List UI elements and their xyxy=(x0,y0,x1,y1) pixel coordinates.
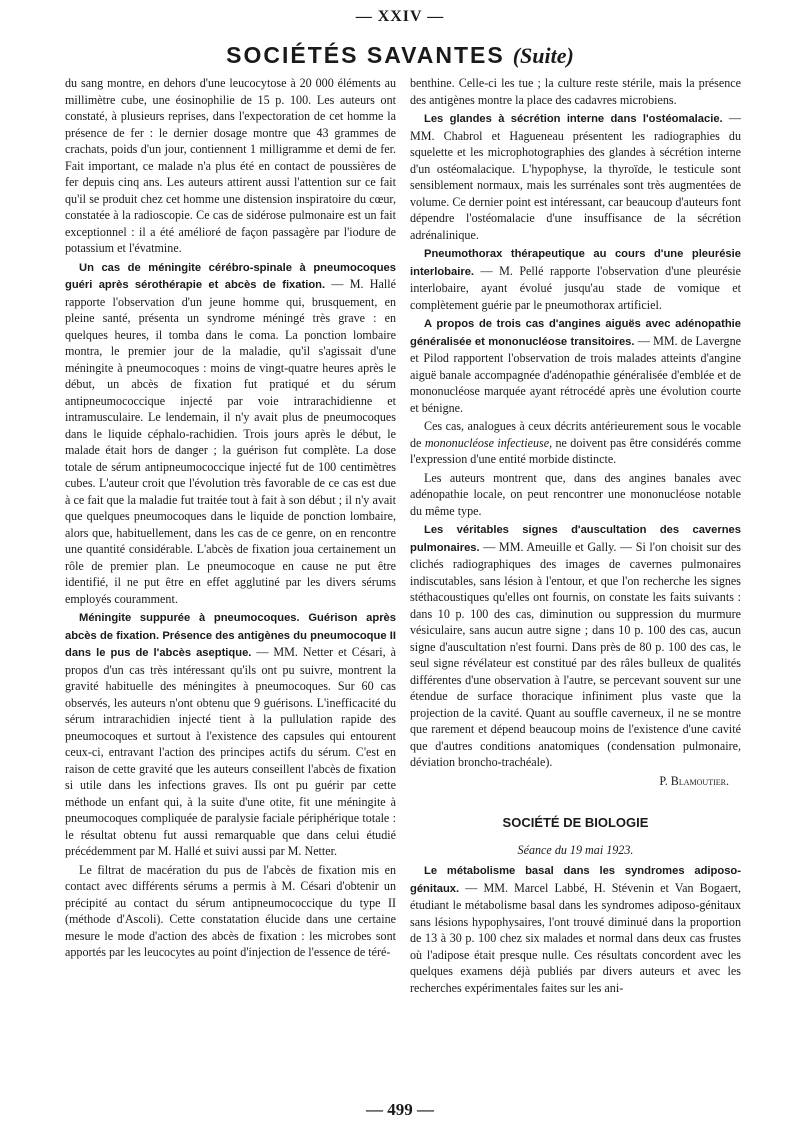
article-body: — MM. Ameuille et Gally. — Si l'on choisit sur des clichés radiographiques des images de cavernes pulmonaires indiscutables, sans lésion à l'entour, et que l'on recherche les signes stéthacoustiques qu'elles ont fournis, on constate les faits suivants : dans 10 p. 100 des cas, diminution ou suppression du murmure vésiculaire, sans aucun autre signe ; dans 10 p. 100 des cas, aucun signe d'auscultation n'est fourni. Dans près de 80 p. 100 des cas, le seul signe révélateur est constitué par des râles bulleux de qualités différentes d'une observation à l'autre, se percevant souvent sur une étendue de surface thoracique infiniment plus vaste que la projection de la cavité. Quant au souffle caverneux, il ne se montre que rarement et dépend beaucoup moins de l'existence d'une cavité que d'autres conditions anatomiques (condensation pulmonaire, déviation broncho-trachéale). xyxy=(410,539,741,769)
right-article-osteomalacie xyxy=(410,110,741,243)
article-heading: Les véritables signes d'auscultation des cavernes pulmonaires. xyxy=(410,524,741,554)
article-heading: Un cas de méningite cérébro-spinale à pneumocoques guéri après sérothérapie et abcès de fixation. xyxy=(65,261,396,291)
left-column xyxy=(65,75,396,963)
session-date: Séance du 19 mai 1923. xyxy=(517,842,634,857)
section-title-biologie: SOCIÉTÉ DE BIOLOGIE xyxy=(502,815,649,830)
article-heading: A propos de trois cas d'angines aiguës avec adénopathie généralisée et mononucléose transitoires. xyxy=(410,318,741,348)
article-body: — MM. Marcel Labbé, H. Stévenin et Van Bogaert, étudiant le métabolisme basal dans les syndromes adiposo-génitaux sans lésions hypophysaires, l'ont trouvé diminué dans la proportion de 13 à 30 p. 100 chez six malades et normal dans deux cas frustes où l'adipose était presque nulle. Ces résultats concordent avec les quelques examens déjà publiés par divers auteurs et avec les recherches expérimentales faites sur les ani- xyxy=(410,880,741,995)
title-text: SOCIÉTÉS SAVANTES xyxy=(226,42,505,68)
article-heading: Pneumothorax thérapeutique au cours d'une pleurésie interlobaire. xyxy=(410,248,741,278)
author-signature: P. Blamoutier. xyxy=(659,773,729,788)
right-article-pneumothorax xyxy=(410,245,741,313)
text: , ne doivent pas être considérés comme l'expression d'une entité morbide distincte. xyxy=(410,435,741,466)
text: Ces cas, analogues à ceux décrits antérieurement sous le vocable de xyxy=(410,419,741,450)
right-column xyxy=(410,75,741,998)
page-title xyxy=(0,42,800,69)
article-heading: Le métabolisme basal dans les syndromes adiposo-génitaux. xyxy=(410,865,741,895)
right-paragraph-adenopathie: Les auteurs montrent que, dans des angines banales avec adénopathie locale, on peut rencontrer une mononucléose notable du même type. xyxy=(410,470,741,518)
article-heading: Méningite suppurée à pneumocoques. Guérison après abcès de fixation. Présence des antigènes du pneumocoque II dans le pus de l'abcès aseptique. xyxy=(65,612,396,659)
page-roman-number: — XXIV — xyxy=(355,8,445,25)
article-body: — MM. Chabrol et Hagueneau présentent les radiographies du squelette et les microphotographies des glandes à sécrétion interne d'un ostéomalacique. L'hypophyse, la thyroïde, le testicule sont sensiblement normaux, mais les surrénales sont très augmentées de volume. Ce dernier point est intéressant, car beaucoup d'auteurs font dépendre l'ostéomalacie d'une insuffisance de la sécrétion adrénalinique. xyxy=(410,111,741,242)
italic-term: mononucléose infectieuse xyxy=(424,435,550,450)
article-body: — M. Pellé rapporte l'observation d'une pleurésie interlobaire, ayant évolué jusqu'au stade de vomique et complètement guérie par le pneumothorax artificiel. xyxy=(410,263,741,312)
title-suite: (Suite) xyxy=(512,43,574,68)
page-number: — 499 — xyxy=(366,1100,434,1119)
right-paragraph-mononucleose xyxy=(410,418,741,468)
right-article-cavernes xyxy=(410,521,741,771)
article-body: — M. Hallé rapporte l'observation d'un jeune homme qui, brusquement, en pleine santé, présenta un syndrome méningé très grave : en quelques heures, il tomba dans le coma. La ponction lombaire montra, le premier jour de la maladie, qu'il s'agissait d'une méningite à pneumocoques : moins de vingt-quatre heures après le début, un abcès de fixation fut pratiqué et du sérum antipneumococcique injecté par voie intrarachidienne et intramusculaire. Le lendemain, il n'y avait plus de pneumocoques dans le liquide céphalo-rachidien. Trois jours après le début, le malade était hors de danger ; la guérison fut complète. La dose totale de sérum antipneumococcique injecté fut de 100 centimètres cubes. L'auteur croit que l'évolution très favorable de ce cas est due à ce fait que la maladie fut traitée tout à fait à son début ; il n'y avait que quelques pneumocoques dans le liquide de ponction lombaire, alors que, habituellement, dans les cas de ce genre, on en rencontre une quantité considérable. L'abcès de fixation joua certainement un rôle de premier plan. Le pneumocoque en cause ne put être identifié, il ne put être en effet agglutiné par les divers sérums employés couramment. xyxy=(65,277,396,606)
article-heading: Les glandes à sécrétion interne dans l'ostéomalacie. xyxy=(424,113,723,125)
left-article-meningite xyxy=(65,259,396,608)
left-paragraph-filtrat: Le filtrat de macération du pus de l'abcès de fixation mis en contact avec différents sérums a permis à M. Césari d'obtenir un précipité au contact du sérum antipneumococcique du type II (méthode d'Ascoli). Cette constatation élucide dans une certaine mesure le mode d'action des abcès de fixation : les microbes sont apportés par les leucocytes au point d'injection de l'essence de téré- xyxy=(65,862,396,959)
right-article-angines xyxy=(410,315,741,416)
left-article-suppuree xyxy=(65,609,396,860)
article-body: — MM. Netter et Césari, à propos d'un cas très intéressant qu'ils ont pu suivre, montrent la gravité habituelle des méningites à pneumocoques. Sur 60 cas observés, les auteurs n'ont obtenu que 9 guérisons. L'inefficacité du sérum intrarachidien injecté tient à la pullulation rapide des pneumocoques et surtout à l'existence des capsules qui entourent ceux-ci, entravant l'action des principes actifs du sérum. C'est en raison de cette gravité que les auteurs conseillent l'abcès de fixation si utile dans les infections graves. Ils ont pu guérir par cette méthode un enfant qui, à la suite d'une otite, fit une méningite à pneumocoques compliquée de paralysie faciale périphérique totale : le résultat obtenu fut aussi remarquable que dans celui étudié précédemment par M. Hallé et suivi aussi par M. Netter. xyxy=(65,645,397,858)
right-article-metabolisme xyxy=(410,862,741,996)
article-body: — MM. de Lavergne et Pilod rapportent l'observation de trois malades atteints d'angine aiguë banale accompagnée d'adénopathie généralisée d'emblée et de mononucléose marquée ayant rétrocédé après une évolution courte et bénigne. xyxy=(410,333,741,415)
left-paragraph-1: du sang montre, en dehors d'une leucocytose à 20 000 éléments au millimètre cube, une éosinophilie de 15 p. 100. Les auteurs ont constaté, à plusieurs reprises, dans l'expectoration de cet homme la présence de fer : le dernier dosage montre que 43 grammes de crachats, poids d'un jour, contiennent 1 milligramme et demi de fer. Fait important, ce malade n'a plus été en contact de poussières de fer depuis cinq ans. Les auteurs attirent aussi l'attention sur ce fait qu'il se produit chez cet homme une distension inspiratoire du cœur, constatée à la radioscopie. Ce cas de sidérose pulmonaire est un fait exceptionnel : il a été amélioré de façon passagère par l'iodure de potassium et l'évatmine. xyxy=(65,76,396,255)
right-paragraph-1: benthine. Celle-ci les tue ; la culture reste stérile, mais la présence des antigènes montre la place des cadavres microbiens. xyxy=(410,76,741,107)
